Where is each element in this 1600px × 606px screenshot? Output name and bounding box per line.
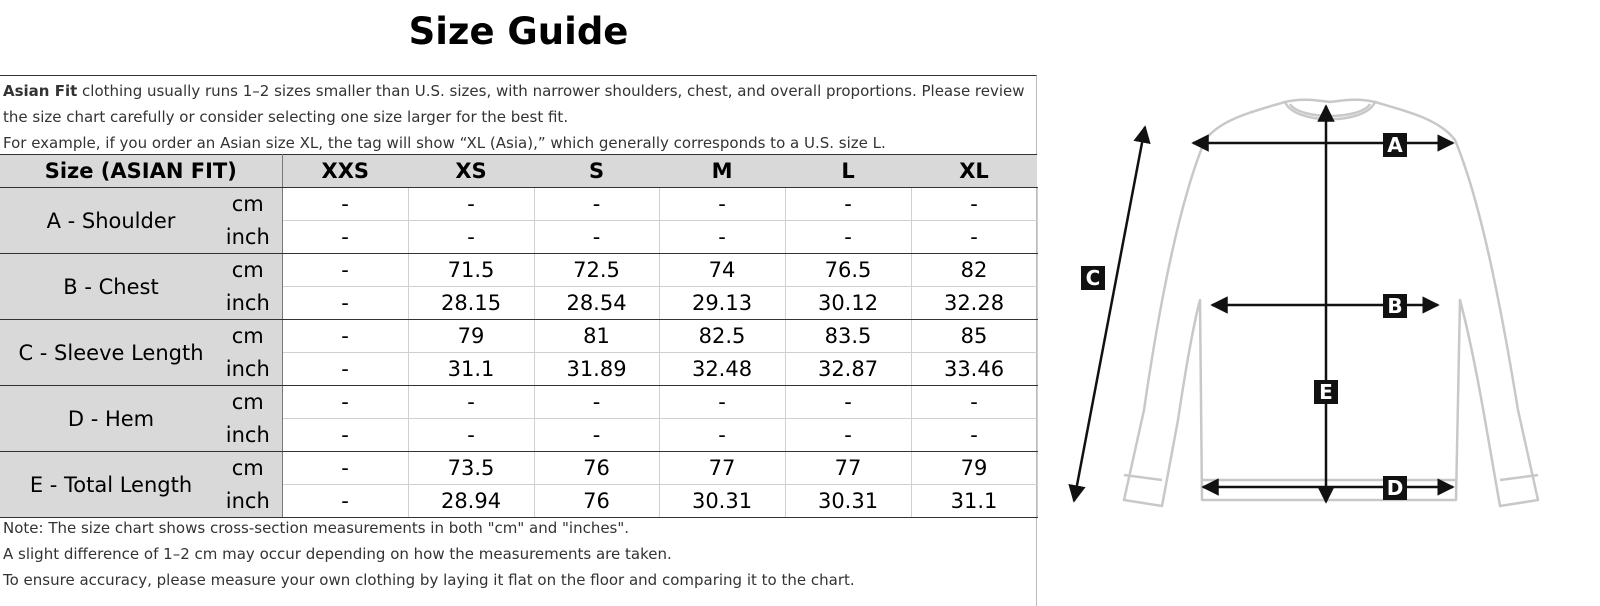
table-cell: - — [534, 386, 659, 419]
unit-label: inch — [222, 485, 282, 518]
table-header-row — [0, 155, 1037, 188]
unit-label: cm — [222, 254, 282, 287]
table-cell: 76 — [534, 485, 659, 518]
header-size: XL — [911, 155, 1037, 188]
measurement-label: A - Shoulder — [0, 188, 222, 254]
note-line: To ensure accuracy, please measure your own clothing by laying it flat on the floor and comparing it to the chart. — [3, 571, 855, 589]
table-cell: 31.89 — [534, 353, 659, 386]
note-line: A slight difference of 1–2 cm may occur depending on how the measurements are taken. — [3, 545, 672, 563]
table-row — [0, 320, 1037, 353]
table-cell: 77 — [785, 452, 911, 485]
table-cell: - — [659, 188, 785, 221]
table-cell: - — [785, 221, 911, 254]
table-cell: - — [282, 386, 408, 419]
page-title: Size Guide — [408, 10, 629, 53]
header-size: XS — [408, 155, 534, 188]
table-cell: - — [408, 419, 534, 452]
table-cell: 29.13 — [659, 287, 785, 320]
unit-label: inch — [222, 221, 282, 254]
measurement-label: D - Hem — [0, 386, 222, 452]
table-cell: - — [911, 419, 1037, 452]
measurement-label: C - Sleeve Length — [0, 320, 222, 386]
table-cell: 82 — [911, 254, 1037, 287]
table-cell: - — [534, 221, 659, 254]
table-cell: 32.48 — [659, 353, 785, 386]
header-size-label: Size (ASIAN FIT) — [0, 155, 282, 188]
table-cell: - — [282, 287, 408, 320]
table-cell: 28.94 — [408, 485, 534, 518]
table-row — [0, 386, 1037, 419]
header-size: XXS — [282, 155, 408, 188]
table-cell: - — [911, 221, 1037, 254]
table-row — [0, 188, 1037, 221]
unit-label: inch — [222, 353, 282, 386]
table-cell: - — [659, 221, 785, 254]
label-a: A — [1387, 133, 1403, 157]
unit-label: cm — [222, 320, 282, 353]
table-cell: 30.12 — [785, 287, 911, 320]
sweatshirt-outline — [1124, 100, 1538, 506]
header-size: M — [659, 155, 785, 188]
header-size: L — [785, 155, 911, 188]
table-cell: - — [408, 386, 534, 419]
label-d: D — [1386, 476, 1404, 500]
intro-line2: For example, if you order an Asian size XL, the tag will show “XL (Asia),” which generally corresponds to a U.S. size L. — [3, 134, 886, 152]
unit-label: cm — [222, 386, 282, 419]
table-cell: - — [785, 386, 911, 419]
table-cell: 85 — [911, 320, 1037, 353]
measurement-label: E - Total Length — [0, 452, 222, 518]
header-size: S — [534, 155, 659, 188]
table-cell: - — [282, 419, 408, 452]
table-cell: 72.5 — [534, 254, 659, 287]
table-cell: 73.5 — [408, 452, 534, 485]
table-cell: - — [282, 452, 408, 485]
table-cell: 79 — [408, 320, 534, 353]
table-cell: 76.5 — [785, 254, 911, 287]
table-cell: - — [282, 320, 408, 353]
unit-label: cm — [222, 188, 282, 221]
table-cell: 79 — [911, 452, 1037, 485]
table-cell: 32.28 — [911, 287, 1037, 320]
table-cell: - — [534, 188, 659, 221]
table-cell: - — [282, 254, 408, 287]
label-b: B — [1387, 294, 1403, 318]
table-cell: 81 — [534, 320, 659, 353]
table-cell: - — [408, 188, 534, 221]
measurement-label: B - Chest — [0, 254, 222, 320]
table-cell: 71.5 — [408, 254, 534, 287]
table-cell: - — [282, 353, 408, 386]
table-row — [0, 452, 1037, 485]
intro-line1: clothing usually runs 1–2 sizes smaller than U.S. sizes, with narrower shoulders, chest, and overall proportions. Please review the size chart carefully or consider selecting one size larger for the best fit. — [3, 82, 1025, 126]
table-cell: 74 — [659, 254, 785, 287]
table-cell: 76 — [534, 452, 659, 485]
table-cell: 82.5 — [659, 320, 785, 353]
table-cell: - — [659, 386, 785, 419]
table-cell: 32.87 — [785, 353, 911, 386]
label-c: C — [1085, 266, 1101, 290]
notes — [3, 515, 1033, 593]
table-cell: 30.31 — [785, 485, 911, 518]
table-cell: 31.1 — [408, 353, 534, 386]
intro-text — [3, 78, 1033, 156]
note-line: Note: The size chart shows cross-section measurements in both "cm" and "inches". — [3, 519, 630, 537]
table-cell: 83.5 — [785, 320, 911, 353]
table-cell: - — [785, 188, 911, 221]
table-cell: - — [785, 419, 911, 452]
table-row — [0, 254, 1037, 287]
table-cell: 33.46 — [911, 353, 1037, 386]
unit-label: inch — [222, 287, 282, 320]
unit-label: inch — [222, 419, 282, 452]
size-table — [0, 154, 1038, 518]
label-e: E — [1319, 380, 1333, 404]
table-cell: - — [282, 485, 408, 518]
table-cell: - — [408, 221, 534, 254]
table-cell: 30.31 — [659, 485, 785, 518]
table-cell: 77 — [659, 452, 785, 485]
table-cell: 28.54 — [534, 287, 659, 320]
table-cell: - — [659, 419, 785, 452]
sweatshirt-measurement-icon — [1060, 80, 1600, 606]
table-cell: - — [282, 188, 408, 221]
intro-bold: Asian Fit — [3, 82, 78, 100]
table-cell: 31.1 — [911, 485, 1037, 518]
table-cell: - — [282, 221, 408, 254]
table-cell: - — [911, 188, 1037, 221]
unit-label: cm — [222, 452, 282, 485]
table-cell: 28.15 — [408, 287, 534, 320]
table-cell: - — [534, 419, 659, 452]
table-cell: - — [911, 386, 1037, 419]
